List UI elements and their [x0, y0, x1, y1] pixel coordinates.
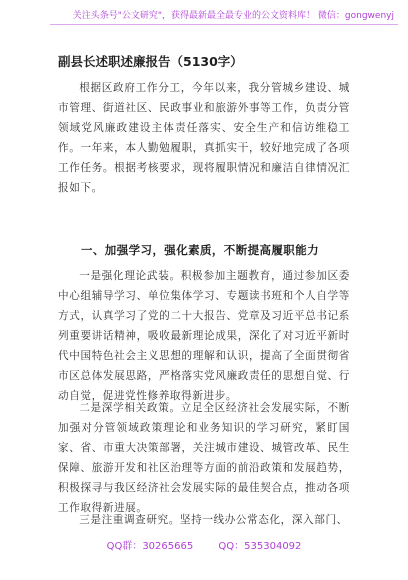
qq-group-label: QQ群：30265665 — [106, 541, 194, 552]
footer-contact — [0, 537, 408, 552]
section-heading: 一、加强学习，强化素质，不断提高履职能力 — [81, 243, 319, 257]
paragraph-theory: 一是强化理论武装。积极参加主题教育，通过参加区委中心组辅导学习、单位集体学习、专题读书班和个人自学等方式，认真学习了党的二十大报告、党章及习近平总书记系列重要讲话精神，吸收最新理论成果，深化了对习近平新时代中国特色社会主义思想的理解和认识，提高了全面贯彻省市区总体发展思路，严格落实党风廉政责任的思想自觉、行动自觉，促进党性修养取得新进步。 — [58, 270, 350, 402]
promo-banner: 关注头条号"公文研究"，获得最新最全最专业的公文资料库！ 微信：gongwenyj — [72, 11, 394, 21]
qq-number-label: QQ：535304092 — [218, 541, 302, 552]
paragraph-research: 三是注重调查研究。坚持一线办公常态化，深入部门、 — [79, 514, 348, 526]
paragraph-intro: 根据区政府工作分工，今年以来，我分管城乡建设、城市管理、街道社区、民政事业和旅游外事等工作，负责分管领域党风廉政建设主体责任落实、安全生产和信访维稳工作。一年来，本人勤勉履职，真抓实干，较好地完成了各项工作任务。根据考核要求，现将履职情况和廉洁自律情况汇报如下。 — [58, 82, 350, 194]
document-title: 副县长述职述廉报告（5130字） — [58, 54, 243, 69]
paragraph-policy: 二是深学相关政策。立足全区经济社会发展实际，不断加强对分管领域政策理论和业务知识的学习研究，紧盯国家、省、市重大决策部署，关注城市建设、城管改革、民生保障、旅游开发和社区治理等方面的前沿政策和发展趋势，积极探寻与我区经济社会发展实际的最佳契合点，推动各项工作取得新进展。 — [58, 402, 350, 514]
header-divider — [50, 24, 398, 25]
